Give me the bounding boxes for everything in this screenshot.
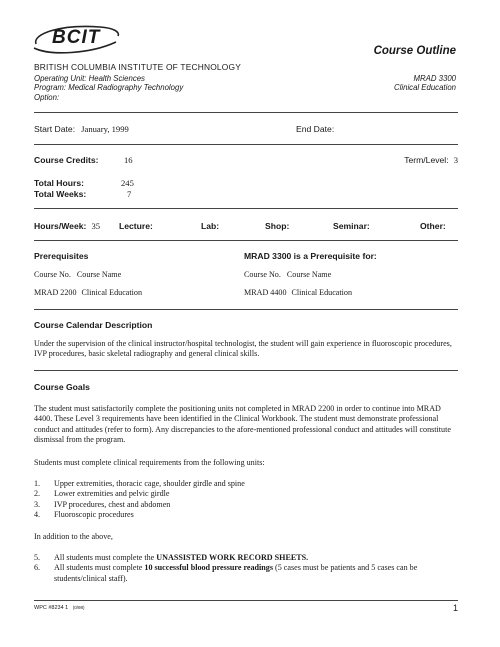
course-credits-label: Course Credits: [34, 155, 99, 165]
option: Option: [34, 92, 60, 102]
list-item: 2. Lower extremities and pelvic girdle [34, 489, 170, 499]
footer-divider [34, 600, 458, 601]
total-hours-label: Total Hours: [34, 178, 84, 188]
prereq-course-name: Clinical Education [81, 288, 142, 297]
lab-label: Lab: [201, 221, 220, 231]
list-item: 4. Fluoroscopic procedures [34, 509, 134, 519]
prereq-course-no: MRAD 2200 [34, 288, 77, 297]
blood-pressure-readings: 10 successful blood pressure readings [144, 563, 274, 573]
divider-4 [34, 240, 458, 241]
additional-requirements-list [34, 553, 458, 584]
start-date [34, 124, 129, 134]
hours-week-label: Hours/Week: [34, 221, 87, 231]
start-date-label: Start Date: [34, 124, 76, 134]
prereq-left-row [34, 288, 142, 298]
total-hours-value: 245 [121, 178, 134, 188]
start-date-value: January, 1999 [81, 124, 129, 134]
lecture-label: Lecture: [119, 221, 153, 231]
col-course-no: Course No. [244, 270, 281, 279]
list-item: 1. Upper extremities, thoracic cage, shoulder girdle and spine [34, 479, 245, 488]
operating-unit: Operating Unit: Health Sciences [34, 74, 145, 83]
divider-3 [34, 208, 458, 209]
clinical-units-list [34, 479, 458, 520]
bcit-logo [30, 22, 122, 58]
list-item: 6. All students must complete 10 successful blood pressure readings (5 cases must be patients and 5 cases can be students/clinical staff). [34, 563, 418, 583]
end-date-label: End Date: [296, 124, 335, 134]
hours-week-value: 35 [91, 221, 101, 231]
course-title: Clinical Education [394, 83, 456, 93]
goals-paragraph-1: The student must satisfactorily complete the positioning units not completed in MRAD 2200 in order to continue into MRAD 4400. These Level 3 requirements have been identified in the Clinical Workbook. The student must demonstrate professional conduct and attitudes (refer to form). Any discrepancies to the afore-mentioned professional conduct and attitudes will constitute dismissal from the program. [34, 404, 451, 444]
calendar-description-text: Under the supervision of the clinical instructor/hospital technologist, the student will gain experience in fluoroscopic procedures, IVP procedures, basic skeletal radiography and general clinical skills. [34, 339, 452, 359]
list-item: 3. IVP procedures, chest and abdomen [34, 499, 171, 509]
unassisted-work-record: UNASSISTED WORK RECORD SHEETS. [156, 553, 309, 562]
logo-text: BCIT [52, 27, 101, 48]
prereq-right-row [244, 288, 352, 298]
col-course-no: Course No. [34, 270, 71, 279]
doc-type-title: Course Outline [373, 45, 456, 57]
hours-per-week [34, 221, 100, 231]
end-date [296, 124, 334, 134]
prereq-for-course-no: MRAD 4400 [244, 288, 287, 297]
term-level-label: Term/Level: [404, 155, 449, 165]
goals-paragraph-3: In addition to the above, [34, 532, 113, 541]
total-weeks-label: Total Weeks: [34, 189, 87, 199]
seminar-label: Seminar: [333, 221, 370, 231]
course-goals-title: Course Goals [34, 382, 90, 392]
page-number: 1 [452, 603, 458, 613]
prereq-left-header [34, 270, 121, 280]
divider-6 [34, 370, 458, 371]
col-course-name: Course Name [76, 270, 122, 279]
divider-1 [34, 112, 458, 113]
list-item: 5. All students must complete the UNASSISTED WORK RECORD SHEETS. [34, 553, 309, 562]
header-info-right [394, 74, 456, 93]
program: Program: Medical Radiography Technology [34, 83, 184, 93]
other-label: Other: [420, 221, 446, 231]
institute-name: BRITISH COLUMBIA INSTITUTE OF TECHNOLOGY [34, 62, 242, 72]
divider-5 [34, 309, 458, 310]
prerequisite-for-title: MRAD 3300 is a Prerequisite for: [244, 251, 377, 261]
course-code: MRAD 3300 [413, 74, 456, 83]
course-credits-value: 16 [124, 155, 133, 165]
total-weeks-value: 7 [127, 189, 132, 199]
divider-2 [34, 144, 458, 145]
col-course-name: Course Name [286, 270, 332, 279]
form-code: WPC #8234 1 (0/98) [34, 605, 85, 611]
goals-paragraph-2: Students must complete clinical requirements from the following units: [34, 458, 265, 467]
prereq-right-header [244, 270, 331, 280]
shop-label: Shop: [265, 221, 290, 231]
prereq-for-course-name: Clinical Education [291, 288, 352, 297]
term-level [404, 155, 458, 165]
prerequisites-title: Prerequisites [34, 251, 89, 261]
header-info-left [34, 74, 183, 102]
term-level-value: 3 [453, 155, 458, 165]
calendar-description-title: Course Calendar Description [34, 320, 153, 330]
